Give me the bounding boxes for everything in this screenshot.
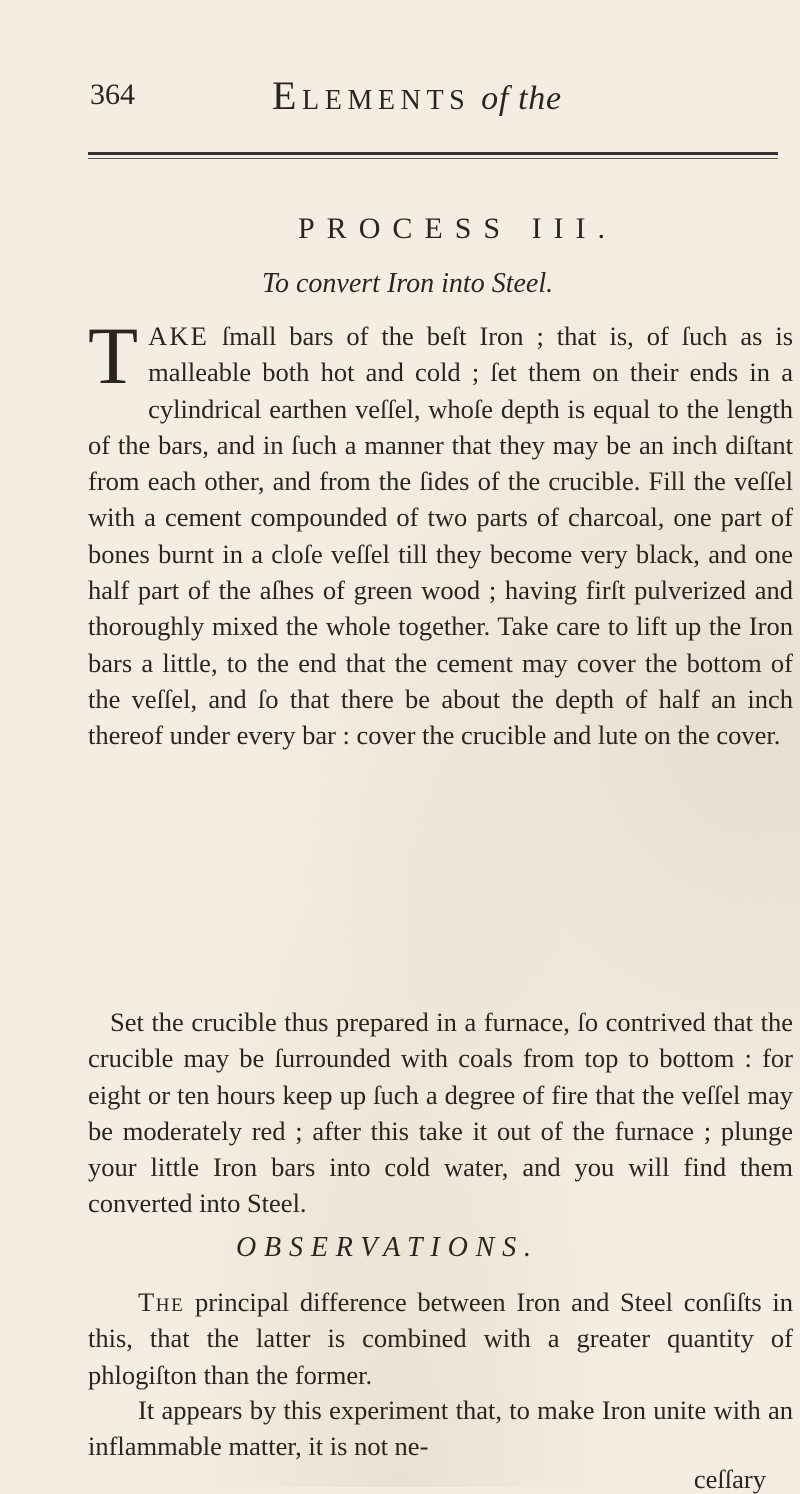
paragraph-instructions: [88, 310, 794, 754]
paragraph-observation-2: It appears by this experiment that, to make Iron unite with an inflammable matter, it is not ne-: [88, 1395, 793, 1462]
running-head-italic: of the: [481, 80, 562, 117]
page-header: [90, 72, 780, 132]
paragraph-body: ſmall bars of the beſt Iron ; that is, of ſuch as is malleable both hot and cold ; ſet them on their ends in a cylindrical earthen veſſel, whoſe depth is equal to the length of the bars, and in ſuch a manner that they may be an inch diſtant from each other, and from the ſides of the crucible. Fill the veſſel with a cement compounded of two parts of charcoal, one part of bones burnt in a cloſe veſſel till they become very black, and one half part of the aſhes of green wood ; having firſt pulverized and thoroughly mixed the whole together. Take care to lift up the Iron bars a little, to the end that the cement may cover the bottom of the veſſel, and ſo that there be about the depth of half an inch thereof under every bar : cover the crucible and lute on the cover.: [88, 321, 794, 751]
paragraph-observation-1: [88, 1284, 793, 1393]
observations-heading: OBSERVATIONS.: [236, 1232, 539, 1263]
paragraph-furnace: Set the crucible thus prepared in a furnace, ſo contrived that the crucible may be ſurrounded with coals from top to bottom : for eight or ten hours keep up ſuch a degree of fire that the veſſel may be moderately red ; after this take it out of the furnace ; plunge your little Iron bars into cold water, and you will find them converted into Steel.: [88, 1007, 793, 1219]
header-rule-thin: [88, 158, 778, 159]
header-rule: [88, 152, 778, 155]
opening-words: AKE: [148, 321, 209, 351]
observation-lead-word: The: [138, 1287, 185, 1317]
page-number: 364: [90, 78, 135, 111]
observation-body: principal difference between Iron and Steel conſiſts in this, that the latter is combined with a greater quantity of phlogiſton than the former.: [88, 1287, 794, 1390]
section-title: PROCESS III.: [298, 212, 618, 245]
drop-cap: T: [88, 310, 139, 401]
running-head: [272, 72, 562, 119]
running-head-title: Elements: [272, 73, 471, 118]
section-subtitle: To convert Iron into Steel.: [262, 268, 554, 299]
catchword: ceſſary: [693, 1464, 766, 1494]
